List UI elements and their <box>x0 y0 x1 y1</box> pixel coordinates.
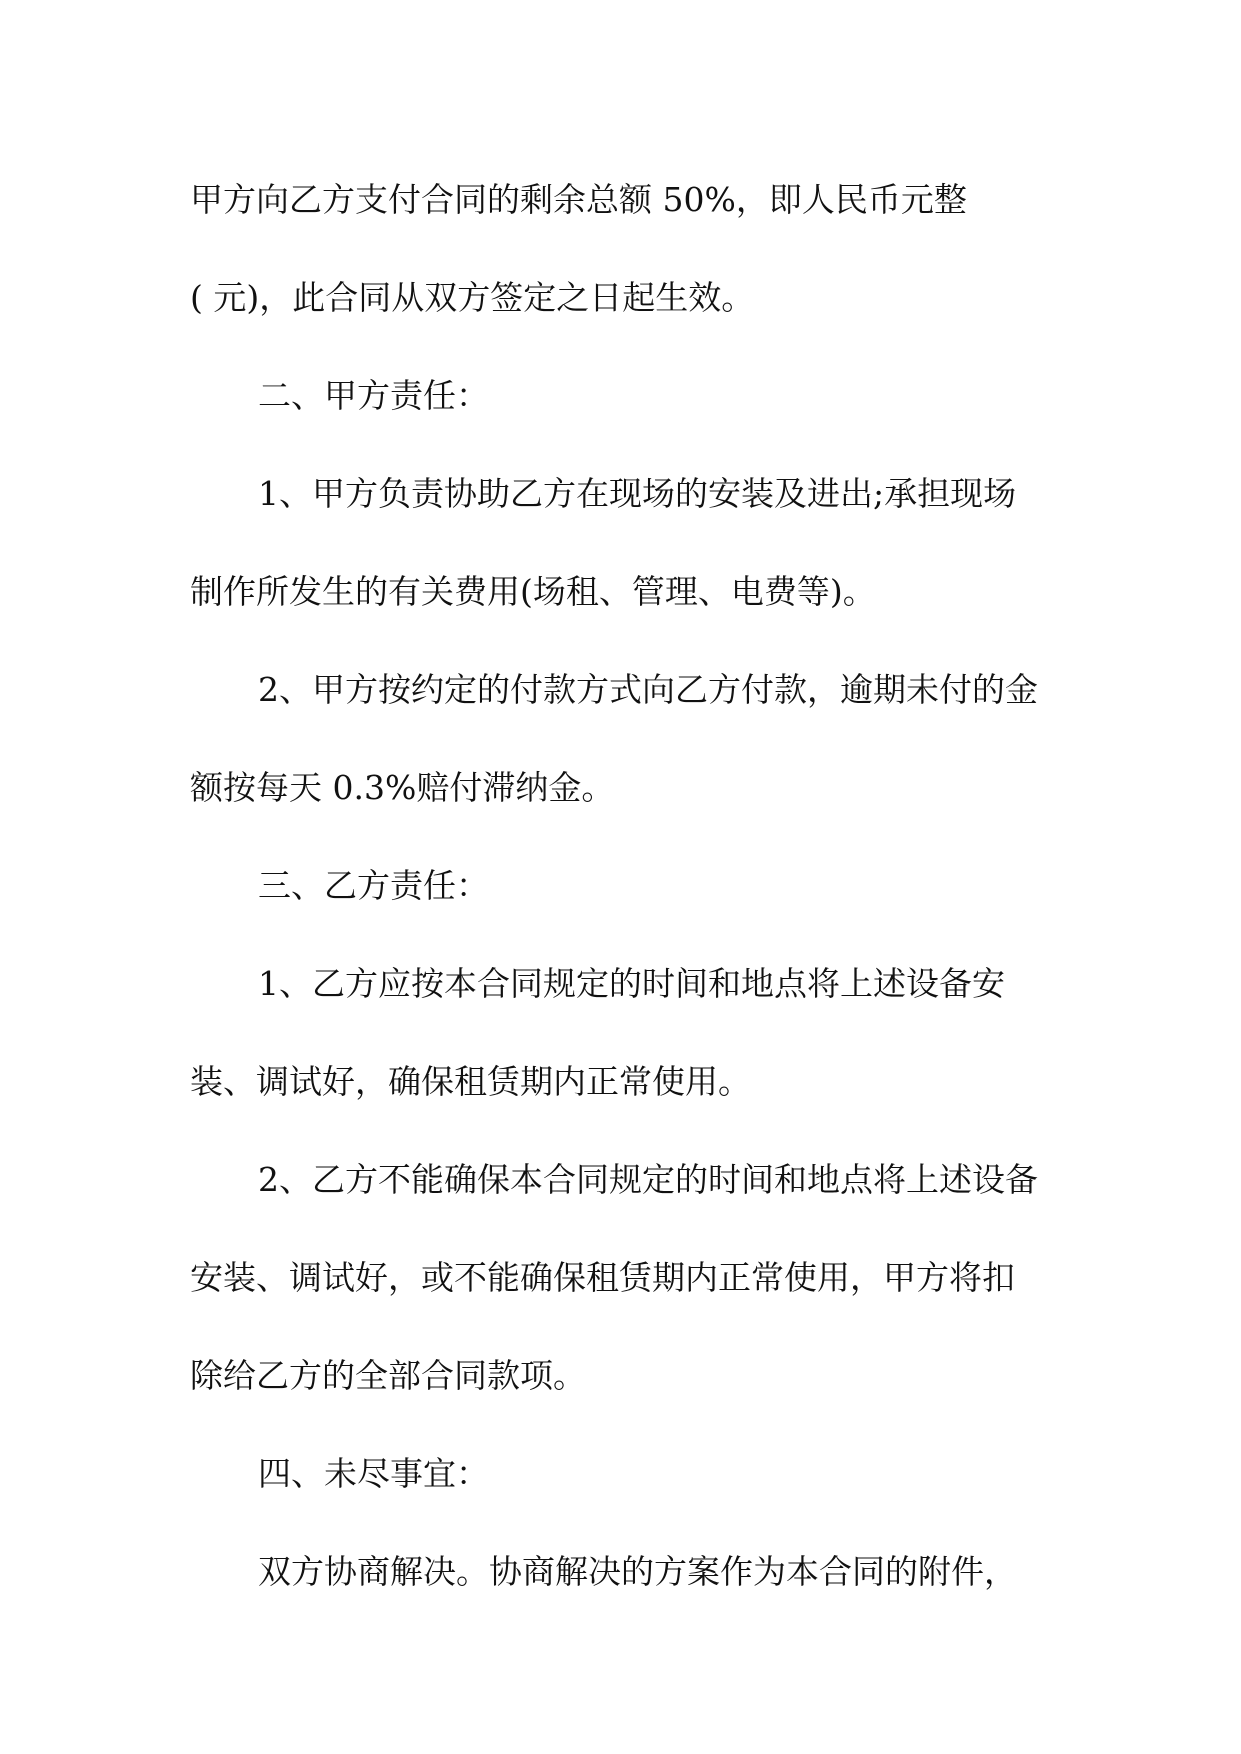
section-heading-other-matters: 四、未尽事宜： <box>258 1454 489 1493</box>
party-b-clause-1-line-1: 1、乙方应按本合同规定的时间和地点将上述设备安 <box>258 964 1005 1003</box>
party-b-clause-2-line-2: 安装、调试好，或不能确保租赁期内正常使用，甲方将扣 <box>190 1258 1015 1297</box>
party-a-clause-2-line-1: 2、甲方按约定的付款方式向乙方付款，逾期未付的金 <box>258 670 1038 709</box>
payment-line-1: 甲方向乙方支付合同的剩余总额 50%，即人民币元整 <box>190 180 967 219</box>
other-matters-line-1: 双方协商解决。协商解决的方案作为本合同的附件， <box>258 1552 1017 1591</box>
party-a-clause-1-line-2: 制作所发生的有关费用(场租、管理、电费等)。 <box>190 572 876 611</box>
section-heading-party-b: 三、乙方责任： <box>258 866 489 905</box>
party-b-clause-2-line-1: 2、乙方不能确保本合同规定的时间和地点将上述设备 <box>258 1160 1038 1199</box>
party-a-clause-2-line-2: 额按每天 0.3%赔付滞纳金。 <box>190 768 615 807</box>
party-b-clause-1-line-2: 装、调试好，确保租赁期内正常使用。 <box>190 1062 751 1101</box>
payment-line-2: ( 元)，此合同从双方签定之日起生效。 <box>190 278 755 317</box>
party-b-clause-2-line-3: 除给乙方的全部合同款项。 <box>190 1356 586 1395</box>
section-heading-party-a: 二、甲方责任： <box>258 376 489 415</box>
party-a-clause-1-line-1: 1、甲方负责协助乙方在现场的安装及进出;承担现场 <box>258 474 1017 513</box>
